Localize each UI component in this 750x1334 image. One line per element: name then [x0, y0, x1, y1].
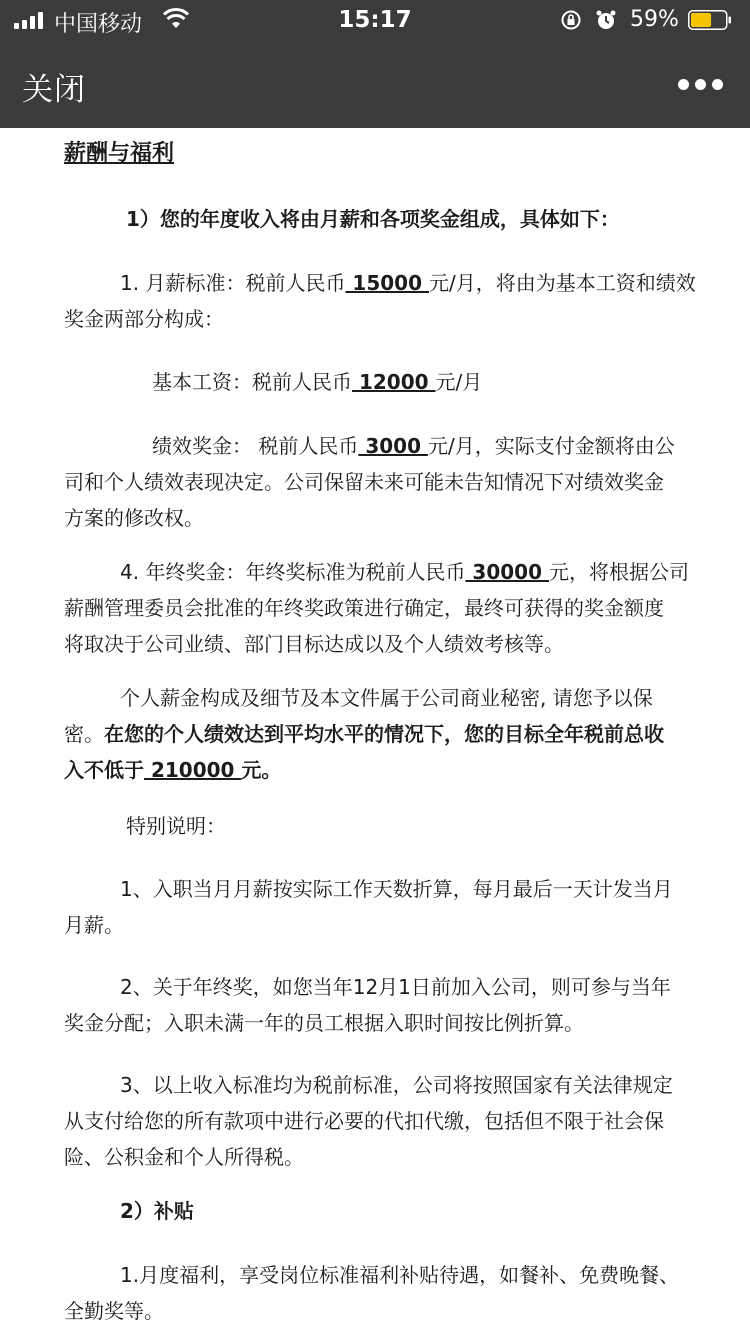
note-2: [64, 969, 750, 1041]
confidential-line2a: 密。: [64, 722, 104, 746]
page-title: 薪酬与福利: [64, 141, 175, 166]
base-salary-line: [64, 364, 750, 400]
rotation-lock-icon: [560, 9, 582, 31]
base-amount: 12000: [352, 370, 436, 394]
note3-line3: 险、公积金和个人所得税。: [64, 1145, 304, 1169]
perf-line3: 方案的修改权。: [64, 506, 204, 530]
carrier-label: 中国移动: [54, 12, 143, 37]
note3-line1: 3、以上收入标准均为税前标准，公司将按照国家有关法律规定: [120, 1073, 673, 1097]
more-dots-icon[interactable]: [678, 70, 724, 98]
confidential-line1: 个人薪金构成及细节及本文件属于公司商业秘密, 请您予以保: [120, 686, 653, 710]
confidential-line3a: 入不低于: [64, 758, 144, 782]
perf-line2: 司和个人绩效表现决定。公司保留未来可能未告知情况下对绩效奖金: [64, 470, 664, 494]
monthly-tail: 元/月，将由为基本工资和绩效: [428, 271, 696, 295]
monthly-amount: 15000: [345, 271, 429, 295]
monthly-line2: 奖金两部分构成：: [64, 307, 224, 331]
confidential-paragraph: [64, 680, 750, 788]
performance-bonus-paragraph: [64, 428, 750, 536]
yearend-line2: 薪酬管理委员会批准的年终奖政策进行确定，最终可获得的奖金额度: [64, 596, 664, 620]
section2-heading: 2）补贴: [120, 1199, 194, 1223]
alarm-icon: [595, 9, 617, 31]
yearend-tail: 元，将根据公司: [548, 560, 689, 584]
nav-bar: [0, 40, 750, 128]
top-bar: [0, 0, 750, 128]
monthly-lead: 1. 月薪标准：税前人民币: [120, 271, 346, 295]
yearend-amount: 30000: [465, 560, 549, 584]
battery-percent: 59%: [630, 7, 679, 32]
notes-heading: 特别说明：: [126, 814, 226, 838]
note2-line2: 奖金分配；入职未满一年的员工根据入职时间按比例折算。: [64, 1011, 584, 1035]
base-tail: 元/月: [435, 370, 483, 394]
perf-lead: 绩效奖金： 税前人民币: [152, 434, 359, 458]
note-1: [64, 871, 750, 943]
allowance-line1: 1.月度福利，享受岗位标准福利补贴待遇，如餐补、免费晚餐、: [120, 1263, 680, 1287]
year-end-bonus-paragraph: [64, 554, 750, 662]
close-button[interactable]: 关闭: [22, 72, 86, 108]
note1-line1: 1、入职当月月薪按实际工作天数折算，每月最后一天计发当月: [120, 877, 673, 901]
note-3: [64, 1067, 750, 1175]
confidential-line3b: 元。: [241, 758, 282, 782]
battery-icon: [688, 10, 732, 30]
allowance-line2: 全勤奖等。: [64, 1299, 164, 1323]
perf-amount: 3000: [358, 434, 428, 458]
yearend-lead: 4. 年终奖金：年终奖标准为税前人民币: [120, 560, 466, 584]
status-bar: [0, 0, 750, 40]
section1-heading: 1）您的年度收入将由月薪和各项奖金组成，具体如下：: [126, 207, 620, 231]
base-lead: 基本工资：税前人民币: [152, 370, 352, 394]
monthly-salary-paragraph: [64, 265, 750, 337]
note3-line2: 从支付给您的所有款项中进行必要的代扣代缴，包括但不限于社会保: [64, 1109, 664, 1133]
yearend-line3: 将取决于公司业绩、部门目标达成以及个人绩效考核等。: [64, 632, 564, 656]
target-income-amount: 210000: [144, 758, 242, 782]
perf-tail: 元/月，实际支付金额将由公: [427, 434, 675, 458]
note2-line1: 2、关于年终奖，如您当年12月1日前加入公司，则可参与当年: [120, 975, 671, 999]
confidential-line2b: 在您的个人绩效达到平均水平的情况下，您的目标全年税前总收: [104, 722, 664, 746]
clock: 15:17: [338, 7, 412, 33]
note1-line2: 月薪。: [64, 913, 124, 937]
allowance-paragraph: [64, 1257, 750, 1329]
